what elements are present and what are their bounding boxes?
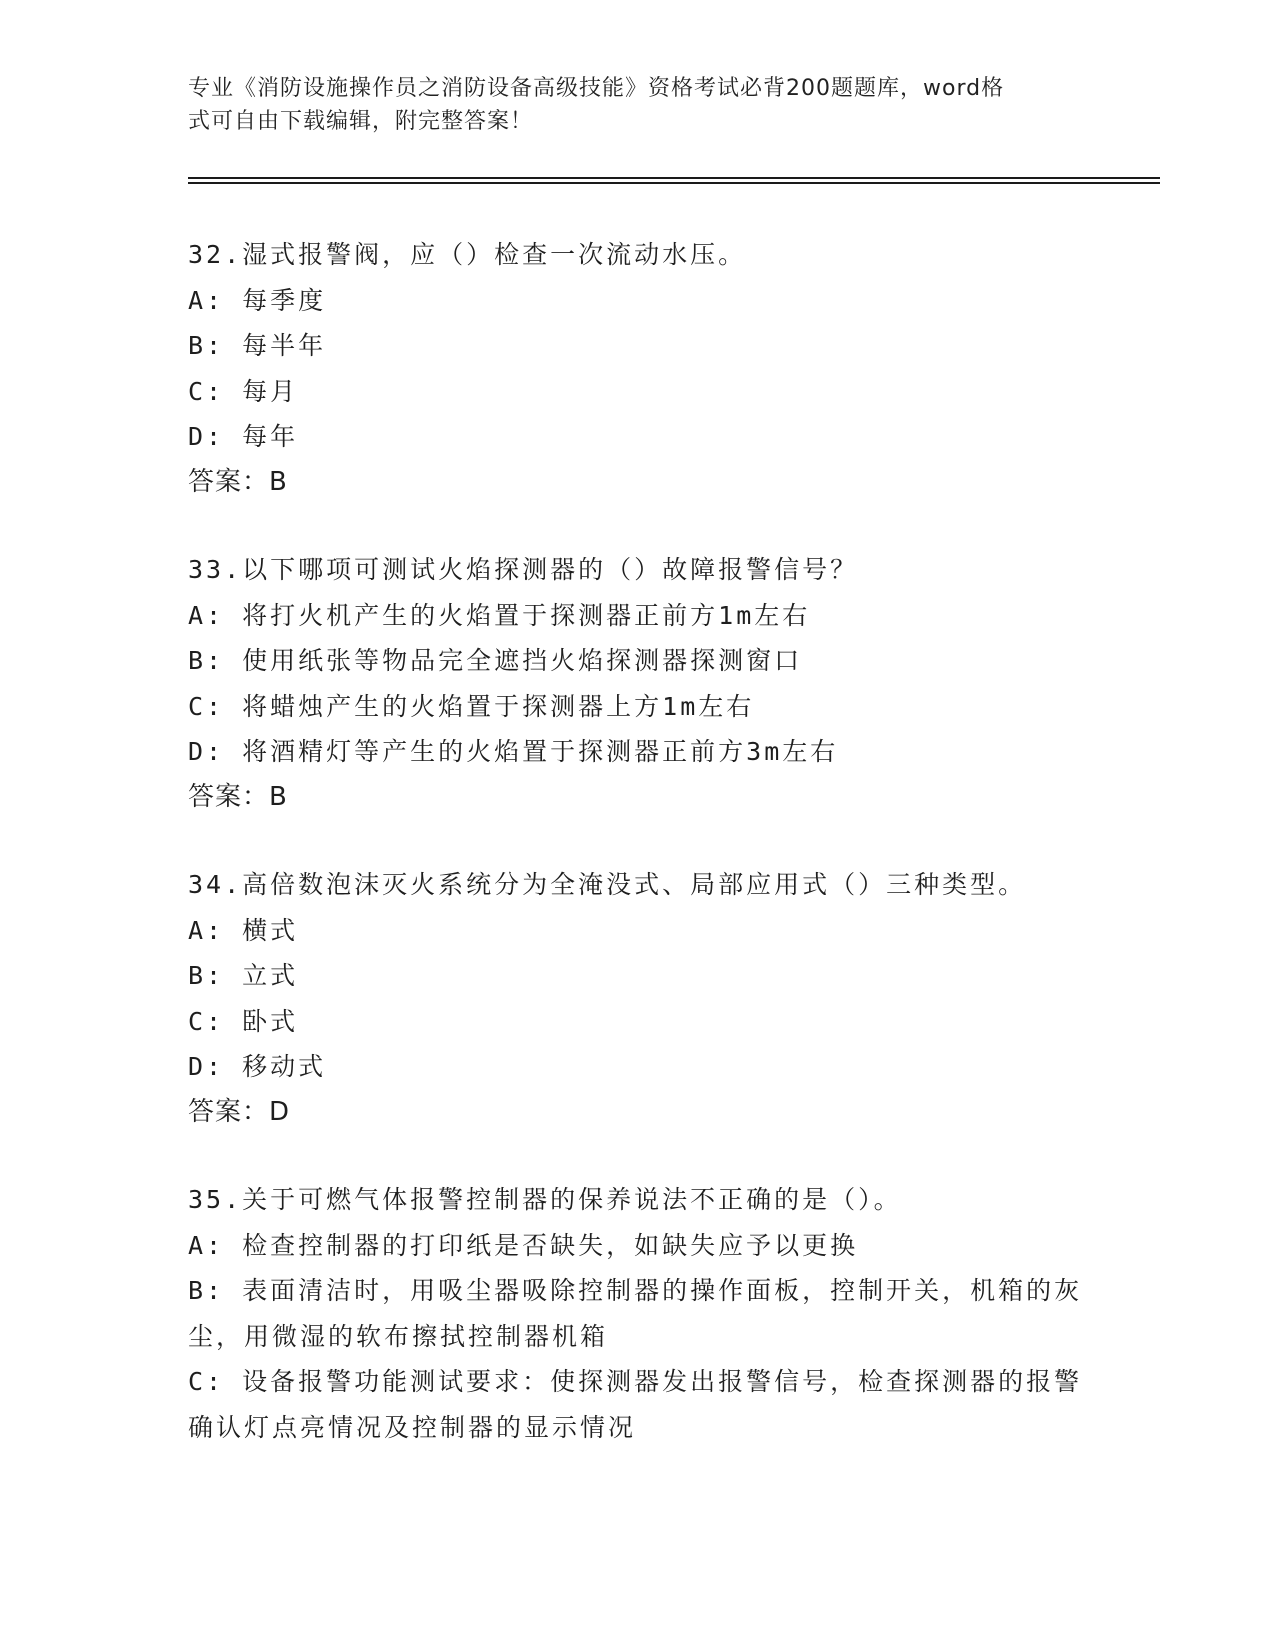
header-rule-bottom xyxy=(188,182,1160,184)
question-34 xyxy=(188,862,1088,1135)
option-a: A: 每季度 xyxy=(188,285,327,315)
question-list xyxy=(188,232,1088,1492)
option-d: D: 将酒精灯等产生的火焰置于探测器正前方3m左右 xyxy=(188,737,839,766)
question-stem: 33.以下哪项可测试火焰探测器的（）故障报警信号？ xyxy=(188,555,859,584)
option-a: A: 将打火机产生的火焰置于探测器正前方1m左右 xyxy=(188,600,811,630)
option-c: C: 设备报警功能测试要求：使探测器发出报警信号，检查探测器的报警确认灯点亮情况及控制器的显示情况 xyxy=(188,1367,1083,1442)
document-header xyxy=(188,72,1088,138)
option-c: C: 将蜡烛产生的火焰置于探测器上方1m左右 xyxy=(188,691,755,721)
question-stem: 34.高倍数泡沫灭火系统分为全淹没式、局部应用式（）三种类型。 xyxy=(188,870,1027,899)
question-stem: 35.关于可燃气体报警控制器的保养说法不正确的是（）。 xyxy=(188,1185,902,1214)
question-35 xyxy=(188,1177,1088,1450)
option-b: B: 立式 xyxy=(188,961,299,990)
question-33 xyxy=(188,547,1088,820)
option-a: A: 检查控制器的打印纸是否缺失，如缺失应予以更换 xyxy=(188,1230,859,1260)
header-line-2: 式可自由下载编辑，附完整答案！ xyxy=(188,109,534,134)
option-d: D: 每年 xyxy=(188,422,299,451)
answer: 答案：D xyxy=(188,1096,291,1127)
option-c: C: 卧式 xyxy=(188,1006,299,1036)
answer: 答案：B xyxy=(188,466,288,497)
answer: 答案：B xyxy=(188,781,288,812)
option-a: A: 横式 xyxy=(188,915,299,945)
option-d: D: 移动式 xyxy=(188,1052,327,1081)
question-stem: 32.湿式报警阀，应（）检查一次流动水压。 xyxy=(188,240,747,269)
header-line-1: 专业《消防设施操作员之消防设备高级技能》资格考试必背200题题库，word格 xyxy=(188,76,1005,101)
option-b: B: 每半年 xyxy=(188,331,327,360)
question-32 xyxy=(188,232,1088,505)
header-rule-top xyxy=(188,177,1160,179)
option-b: B: 表面清洁时，用吸尘器吸除控制器的操作面板，控制开关，机箱的灰尘，用微湿的软布擦拭控制器机箱 xyxy=(188,1276,1083,1351)
option-b: B: 使用纸张等物品完全遮挡火焰探测器探测窗口 xyxy=(188,646,803,675)
option-c: C: 每月 xyxy=(188,376,299,406)
